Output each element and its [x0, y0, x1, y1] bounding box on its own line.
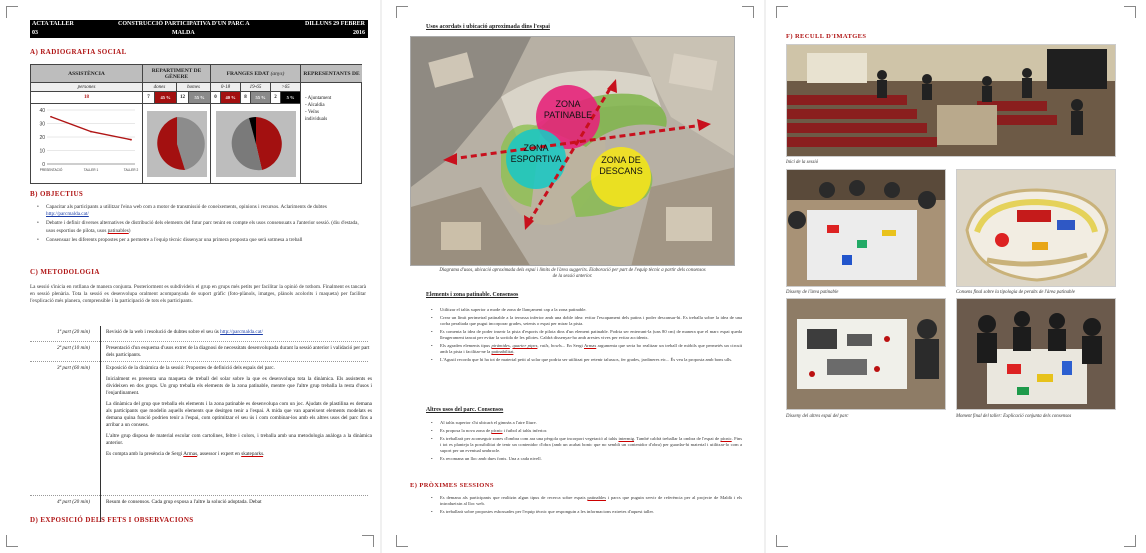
caption-final-moment: Moment final del taller: Explicació conjunta dels consensos — [956, 414, 1072, 419]
agenda-desc: Presentació d'un esquema d'usos extret de la diagnosi de necessitats desenvolupada durant la sessió anterior i validació per part dels participants. — [106, 345, 370, 358]
caption-session-start: Inici de la sessió — [786, 160, 819, 165]
patinable-subheading: Elements i zona patinable. Consensos — [426, 292, 519, 298]
caption-design-other-spaces: Disseny del altres espai del parc — [786, 414, 849, 419]
attendance-line-chart — [31, 104, 141, 182]
representants-list — [301, 83, 362, 184]
header-date: DILLUNS 29 FEBRER — [304, 21, 365, 27]
rep-veins: - Veïns — [305, 110, 319, 115]
zone-patinable-label: ZONA PATINABLE — [543, 99, 593, 120]
data-point — [130, 139, 132, 141]
y-tick-label: 20 — [39, 135, 45, 141]
map-caption: Diagrama d'usos, ubicació aproximada dels espai i límits de l'àrea suggerits. Elaboració per part de l'equip tècnic a partir dels consensos de la sessió anterior. — [439, 268, 706, 279]
rep-ajuntament: - Ajuntament — [305, 96, 332, 101]
lbl-homes: homes — [177, 83, 211, 92]
crop-mark — [1124, 535, 1136, 547]
th-assistencia: ASSISTÈNCIA — [31, 65, 143, 83]
agenda-desc-p2: La dinàmica del grup que treballa els elements i la zona patinable es desenvolupa com un joc. Ajudats de plastilina es demana als participants que modelin aquells elements que desitgen tenir a l'espai. A mida que van apareixent elements modelats es demana quina funció podrien tenir a l'espai, com optimitzar el seu ús i com combinar-los amb els altres usos del parc fins a arribar a un consens. — [106, 401, 372, 428]
val-age1-pct: 40 % — [221, 92, 241, 104]
section-b-title: B) OBJECTIUS — [30, 190, 84, 198]
page-2 — [382, 0, 764, 553]
th-representants: REPRESENTANTS DE — [301, 65, 362, 83]
objective-item: • Capacitar als participants a utilitzar l'eina web com a motor de transmissió de coneixements, opinions i recursos. Aclariments de dubtes http://parcmalda.cat/ — [37, 204, 327, 218]
header-year: 2016 — [353, 30, 365, 36]
val-persones: 18 — [31, 92, 143, 104]
methodology-intro: La sessió s'inicia en rotllana de manera conjunta. Posteriorment es subdivideix el grup en grups més petits per facilitar la opinió de tothom. Finalment es tancarà en sessió plenària. Tota la sessió es desenvolupa oralment acompanyada de suport gràfic (foto-plànols, imatges, plànols acolorits i maqueta) per facilitar l'explicació més planera, comprensible i la participació de tots els participants. — [30, 284, 366, 305]
val-dones-pct: 45 % — [155, 92, 177, 104]
crop-mark — [396, 535, 408, 547]
list-item: • Els agraden elements tipus piràmides, quarter pipes, rails, bowls... En Sergi Armas argumenta que seria bo realitzar un treball de mòbils que permetés un circuit amb la pista i facilitar-ne la patinabilitat. — [431, 343, 743, 354]
th-genere: REPARTIMENT DE GÈNERE — [143, 65, 211, 83]
zone-descans-label: ZONA DE DESCANS — [599, 155, 643, 176]
objective-text: Consensuar les diferents propostes per a permetre a l'equip tècnic dissenyar una primera proposta que serà sotmesa a treball — [46, 236, 303, 243]
crop-mark — [742, 6, 754, 18]
agenda-row-2 — [30, 344, 368, 362]
list-item: • Es comenta la idea de poder inserir la pista d'esports de pilota dins d'un element patinable. Podria ser enterrant-la (uns 80 cm) de manera que el marc espai queda lleugerament tancat per evitar la sortida de les pilotes. Caldrà dissenyar-ho amb arestes vives per evitar accidents. — [431, 329, 742, 340]
zone-esportiva-label: ZONA ESPORTIVA — [510, 143, 562, 164]
agenda-time: 3ª part (60 min) — [57, 365, 90, 371]
header-title: CONSTRUCCIÓ PARTICIPATIVA D'UN PARC A — [118, 21, 250, 27]
y-tick-label: 10 — [39, 148, 45, 155]
uses-heading: Usos acordats i ubicació aproximada dins l'espai — [426, 24, 550, 30]
agenda-desc-p1: Inicialment es presenta una maqueta de treball del solar sobre la que es desenvolupa tota la dinàmica. Els assistents es divideixen en dos grups. Un grup treballa els elements de la zona patinable, mentre que l'altre grup treballa la resta d'usos i l'enjardinament. — [106, 376, 372, 396]
val-age1-n: 0 — [211, 92, 221, 104]
val-age2-n: 8 — [241, 92, 251, 104]
y-tick-label: 40 — [39, 108, 45, 114]
uses-diagram-map — [410, 36, 735, 266]
agenda-desc: Revisió de la web i resolució de dubtes sobre el seu ús http://parcmalda.cat/ — [106, 329, 263, 335]
crop-mark — [396, 6, 408, 18]
patinable-list — [431, 307, 743, 363]
th-edat — [211, 65, 301, 83]
caption-design-patinable: Disseny de l'àrea patinable — [786, 290, 839, 295]
val-age2-pct: 55 % — [251, 92, 271, 104]
lbl-age-65: >65 — [271, 83, 301, 92]
val-homes-pct: 55 % — [189, 92, 211, 104]
header-doc-number: 03 — [32, 30, 38, 36]
age-pie-chart — [216, 111, 296, 177]
radiografia-table — [30, 64, 362, 184]
lbl-persones: persones — [31, 83, 143, 92]
agenda-desc — [106, 365, 372, 458]
document-header — [30, 20, 368, 38]
next-sessions-list — [431, 495, 742, 515]
lbl-age-0-18: 0-18 — [211, 83, 241, 92]
photo-workshop — [787, 170, 946, 287]
val-dones-n: 7 — [143, 92, 155, 104]
objective-text: Debatre i definir diverses alternatives de distribució dels elements del futur parc tenint en compte els usos consensuats a l'anterior sessió. (diu d'estada, usos esportius de pilota, usos — [46, 220, 359, 234]
header-title-line2: MALDA — [172, 30, 195, 36]
crop-mark — [362, 535, 374, 547]
agenda-desc-p3: L'altre grup disposa de material escolar com cartolines, feltre i colors, i treballa amb una metodologia anàloga a la dinàmica anterior. — [106, 433, 372, 446]
agenda-desc: Resum de consensos. Cada grup exposa a l'altre la solució adoptada. Debat — [106, 499, 262, 505]
objective-text-end: ) — [128, 227, 131, 234]
section-c-title: C) METODOLOGIA — [30, 268, 100, 276]
rep-alcaldia: - Alcaldia — [305, 103, 325, 108]
photo-room — [787, 45, 1116, 157]
crop-mark — [6, 535, 18, 547]
val-age3-n: 2 — [271, 92, 281, 104]
crop-mark — [6, 6, 18, 18]
page-3 — [766, 0, 1146, 553]
series-line — [51, 117, 131, 140]
objective-text: Capacitar als participants a utilitzar l'eina web com a motor de transmissió de coneixements, opinions i recursos. Aclariments de dubtes — [46, 204, 327, 210]
th-edat-unit: (anys) — [270, 70, 285, 77]
agenda-time: 2ª part (10 min) — [57, 345, 90, 351]
photo-table-work — [787, 299, 946, 410]
val-age3-pct: 5 % — [281, 92, 301, 104]
list-item: • Es treballarà sobre propostes esbossades per l'equip tècnic que responguin a les informacions extretes d'aquest taller. — [431, 509, 654, 514]
parcmalda-link[interactable]: http://parcmalda.cat/ — [220, 329, 263, 335]
other-uses-list — [431, 420, 743, 462]
photo-consens-peralts — [956, 169, 1116, 287]
section-e-title: E) PRÒXIMES SESSIONS — [410, 482, 494, 489]
gender-pie-chart — [147, 111, 207, 177]
list-item: • Es recomana un lloc amb dues fonts. Una a cada nivell. — [431, 456, 542, 461]
list-item: • Es demana als participants que realitzin algun tipus de recerca sobre espais patinables i parcs que puguin servir de referència per al projecte de Maldà i els introdueixin al lloc web. — [431, 495, 742, 506]
agenda-desc-p4: Es compta amb la presència de Sergi Armas, assessor i expert en skateparks. — [106, 451, 265, 457]
crop-mark — [1124, 6, 1136, 18]
agenda-desc-title: Exposició de la dinàmica de la sessió: Propostes de definició dels espais del parc. — [106, 365, 275, 371]
agenda-row-4 — [30, 498, 368, 510]
x-tick-label: TALLER 2 — [123, 168, 139, 172]
list-item: • Crear un límit perimetral patinable a la terrassa inferior amb una doble idea: evitar l'escapament dels patins i poder descansar-hi. Es treballa sobre la idea de una corba peraltada que pugui incorporar grades, seients o espai per mirar la pista. — [431, 315, 742, 326]
x-tick-label: TALLER 1 — [83, 168, 99, 172]
list-item: • Es proposa la nova zona de pícnic i futbol al talús inferior. — [431, 428, 548, 433]
lbl-age-19-65: 19-65 — [241, 83, 271, 92]
section-f-title: F) RECULL D'IMATGES — [786, 33, 867, 40]
agenda-row-1 — [30, 328, 368, 342]
val-homes-n: 12 — [177, 92, 189, 104]
photo-design-other-spaces — [786, 298, 946, 410]
list-item: • Al talús superior s'hi ubicarà el gimnàs a l'aire lliure. — [431, 420, 537, 425]
section-a-title: A) RADIOGRAFIA SOCIAL — [30, 48, 127, 56]
objective-item: • Debatre i definir diverses alternatives de distribució dels elements del futur parc tenint en compte els usos consensuats a l'anterior sessió. (diu d'estada, usos esportius de pilota, usos patinables) — [37, 220, 359, 234]
agenda-row-3 — [30, 364, 372, 496]
x-tick-label: PRESENTACIÓ — [39, 168, 63, 172]
photo-session-start — [786, 44, 1116, 157]
agenda-time: 4ª part (20 min) — [57, 499, 90, 505]
page-1 — [0, 0, 380, 553]
objective-underlined: patinables — [107, 227, 129, 234]
list-item: • Es treballarà per aconseguir zones d'ombra com ara una pèrgola que incorpori vegetació al talús intermig. També caldrà treballar la ombra de l'espai de pícnic. Fins i tot es planteja la possibilitat de tenir un contenidor d'obra (amb un acabat bonic que no sembli un contenidor d'obra) per guardar-hi material i utilitzar-lo com a suport per un eventual umbracle. — [431, 436, 743, 453]
age-pie-cell — [211, 104, 301, 184]
photo-group — [957, 299, 1116, 410]
header-doc-type: ACTA TALLER — [32, 21, 74, 27]
photo-design-patinable — [786, 169, 946, 287]
caption-consens-peralts: Consens final sobre la tipologia de peralts de l'àrea patinable — [956, 290, 1075, 295]
attendance-chart-cell — [31, 104, 143, 184]
other-uses-subheading: Altres usos del parc. Consensos — [426, 407, 504, 413]
gender-pie-cell — [143, 104, 211, 184]
section-d-title: D) EXPOSICIÓ DELS FETS I OBSERVACIONS — [30, 516, 194, 524]
photo-final-moment — [956, 298, 1116, 410]
y-tick-label: 30 — [39, 121, 45, 128]
data-point — [90, 131, 92, 133]
aerial-photo — [411, 37, 735, 266]
data-point — [50, 116, 52, 118]
list-item: • L'Agustí recorda que hi ha tot de material petit al solar que podria ser utilitzat per retenir talussos, fer grades, jardineres etc... És veu la proposta amb bons ulls. — [431, 357, 733, 362]
list-item: • Utilitzar el talús superior a mode de zona de llançament cap a la zona patinable. — [431, 307, 587, 312]
crop-mark — [776, 535, 788, 547]
objectives-list — [37, 204, 364, 244]
photo-model — [957, 170, 1116, 287]
parcmalda-link[interactable]: http://parcmalda.cat/ — [46, 211, 89, 218]
crop-mark — [776, 6, 788, 18]
objective-item: • Consensuar les diferents propostes per a permetre a l'equip tècnic dissenyar una primera proposta que serà sotmesa a treball — [37, 236, 303, 243]
rep-individuals: individuals — [305, 117, 328, 122]
agenda-time: 1ª part (20 min) — [57, 329, 90, 335]
y-tick-label: 0 — [42, 162, 45, 168]
th-edat-label: FRANGES EDAT — [226, 70, 270, 77]
lbl-dones: dones — [143, 83, 177, 92]
